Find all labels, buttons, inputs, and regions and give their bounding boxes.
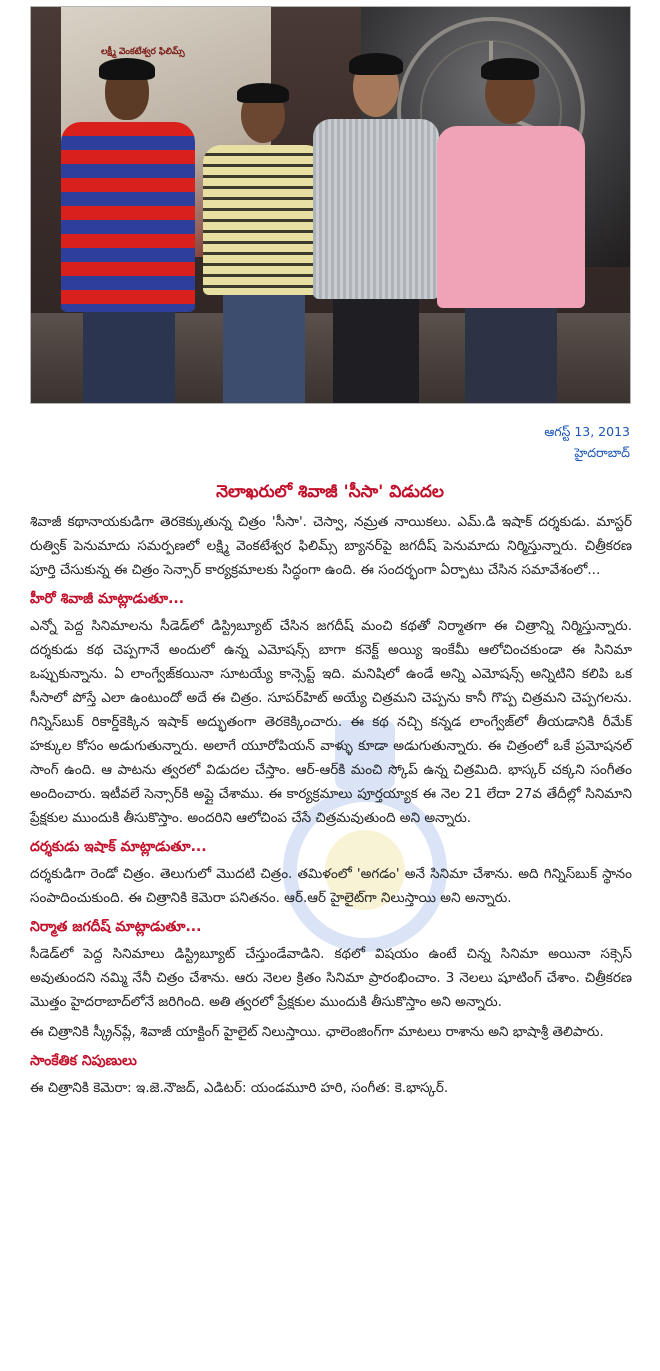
director-quote: దర్శకుడిగా రెండో చిత్రం. తెలుగులో మొదటి చిత్రం. తమిళంలో 'అగడం' అనే సినిమా చేశాను. అది గిన్నిస్‌బుక్ స్థానం సంపాదించుకుంది. ఈ చిత్రానికి కెమెరా పనితనం. ఆర్.ఆర్ హైలైట్‌గా నిలుస్తాయి అని అన్నారు. (30, 866, 632, 906)
person-yellow-polo (201, 87, 326, 404)
hero-quote: ఎన్నో పెద్ద సినిమాలను సీడెడ్‌లో డిస్ట్రిబ్యూట్ చేసిన జగదీష్ మంచి కథతో నిర్మాతగా ఈ చిత్రాన్ని నిర్మిస్తున్నారు. దర్శకుడు కథ చెప్పగానే అందులో ఉన్న ఎమోషన్స్ బాగా కనెక్ట్ అయ్యి ఇంకేమీ ఆలోచించకుండా ఈ సినిమా ఒప్పుకున్నాను. ఏ లాంగ్వేజ్‌కయినా సూటయ్యే కాన్సెప్ట్ ఇది. మనిషిలో ఉండే అన్ని ఎమోషన్స్ అన్నిటిని కలిపి ఒక సీసాలో పోస్తే ఎలా ఉంటుందో అదే ఈ చిత్రం. సూపర్‌హిట్ అయ్యే చిత్రమని చెప్పను కానీ గొప్ప చిత్రమని చెప్పగలను. గిన్నిస్‌బుక్ రికార్డ్‌కెక్కిన ఇషాక్ అద్భుతంగా తెరకెక్కించారు. ఈ కథ నచ్చి కన్నడ లాంగ్వేజ్‌లో తీయడానికి రీమేక్ హక్కుల కోసం అడుగుతున్నారు. అలాగే యూరోపియన్ వాళ్ళు కూడా అడుగుతున్నారు. ఈ చిత్రంలో ఒకే ప్రమోషనల్ సాంగ్ ఉంది. ఆ పాటను త్వరలో విడుదల చేస్తాం. ఆర్-ఆర్‌కి మంచి స్కోప్ ఉన్న చిత్రమిది. భాస్కర్ చక్కని సంగీతం అందించారు. ఇటీవలే సెన్సార్‌కి అప్లై చేశాము. ఈ కార్యక్రమాలు పూర్తయ్యాక ఈ నెల 21 లేదా 27వ తేదీల్లో సినిమాని ప్రేక్షకుల ముందుకి తీసుకొస్తాం. అందరిని ఆలోచింప చేసే చిత్రమవుతుంది అని అన్నారు. (30, 618, 632, 826)
article-city: హైదరాబాద్ (574, 445, 630, 460)
producer-heading: నిర్మాత జగదీష్ మాట్లాడుతూ... (30, 919, 202, 935)
poster-text: లక్ష్మీ వెంకటేశ్వర ఫిలిమ్స్ (101, 47, 185, 57)
article-date: ఆగస్ట్ 13, 2013 (544, 424, 630, 439)
article-meta (544, 421, 630, 463)
article-body (30, 510, 632, 1106)
producer-quote: సీడెడ్‌లో పెద్ద సినిమాలు డిస్ట్రిబ్యూట్ చేస్తుండేవాడిని. కథలో విషయం ఉంటే చిన్న సినిమా అయినా సక్సెస్ అవుతుందని నమ్మి నేనీ చిత్రం చేశాను. ఆరు నెలల క్రితం సినిమా ప్రారంభించాం. 3 నెలలు షూటింగ్ చేశాం. చిత్రీకరణ మొత్తం హైదరాబాద్‌లోనే జరిగింది. అతి త్వరలో ప్రేక్షకుల ముందుకి తీసుకొస్తాం అని అన్నారు. (30, 946, 632, 1010)
hero-heading: హీరో శివాజీ మాట్లాడుతూ... (30, 591, 185, 607)
writer-quote: ఈ చిత్రానికి స్క్రీన్‌ప్లే, శివాజీ యాక్టింగ్ హైలైట్ నిలుస్తాయి. ఛాలెంజింగ్‌గా మాటలు రాశాను అని భాషాశ్రీ తెలిపారు. (30, 1024, 604, 1040)
press-meet-photo (30, 6, 631, 404)
tech-credits: ఈ చిత్రానికి కెమెరా: ఇ.జె.నౌజద్, ఎడిటర్: యండమూరి హరి, సంగీత: కె.భాస్కర్. (30, 1080, 449, 1096)
person-pink-shirt (431, 62, 591, 404)
tech-heading: సాంకేతిక నిపుణులు (30, 1053, 137, 1069)
director-heading: దర్శకుడు ఇషాక్ మాట్లాడుతూ... (30, 839, 207, 855)
article-intro: శివాజీ కథానాయకుడిగా తెరకెక్కుతున్న చిత్రం 'సీసా'. చెస్వా, నమ్రత నాయికలు. ఎమ్.డి ఇషాక్ దర్శకుడు. మాస్టర్ రుత్విక్ పెనుమాదు సమర్పణలో లక్ష్మి వెంకటేశ్వర ఫిలిమ్స్ బ్యానర్‌పై జగదీష్ పెనుమాదు నిర్మిస్తున్నారు. చిత్రీకరణ పూర్తి చేసుకున్న ఈ చిత్రం సెన్సార్ కార్యక్రమాలకు సిద్ధంగా ఉంది. ఈ సందర్భంగా ఏర్పాటు చేసిన సమావేశంలో... (30, 514, 632, 578)
person-grey-shirt (311, 57, 441, 404)
person-striped-shirt (53, 62, 203, 404)
article-headline: నెలాఖరులో శివాజీ 'సీసా' విడుదల (216, 482, 444, 502)
